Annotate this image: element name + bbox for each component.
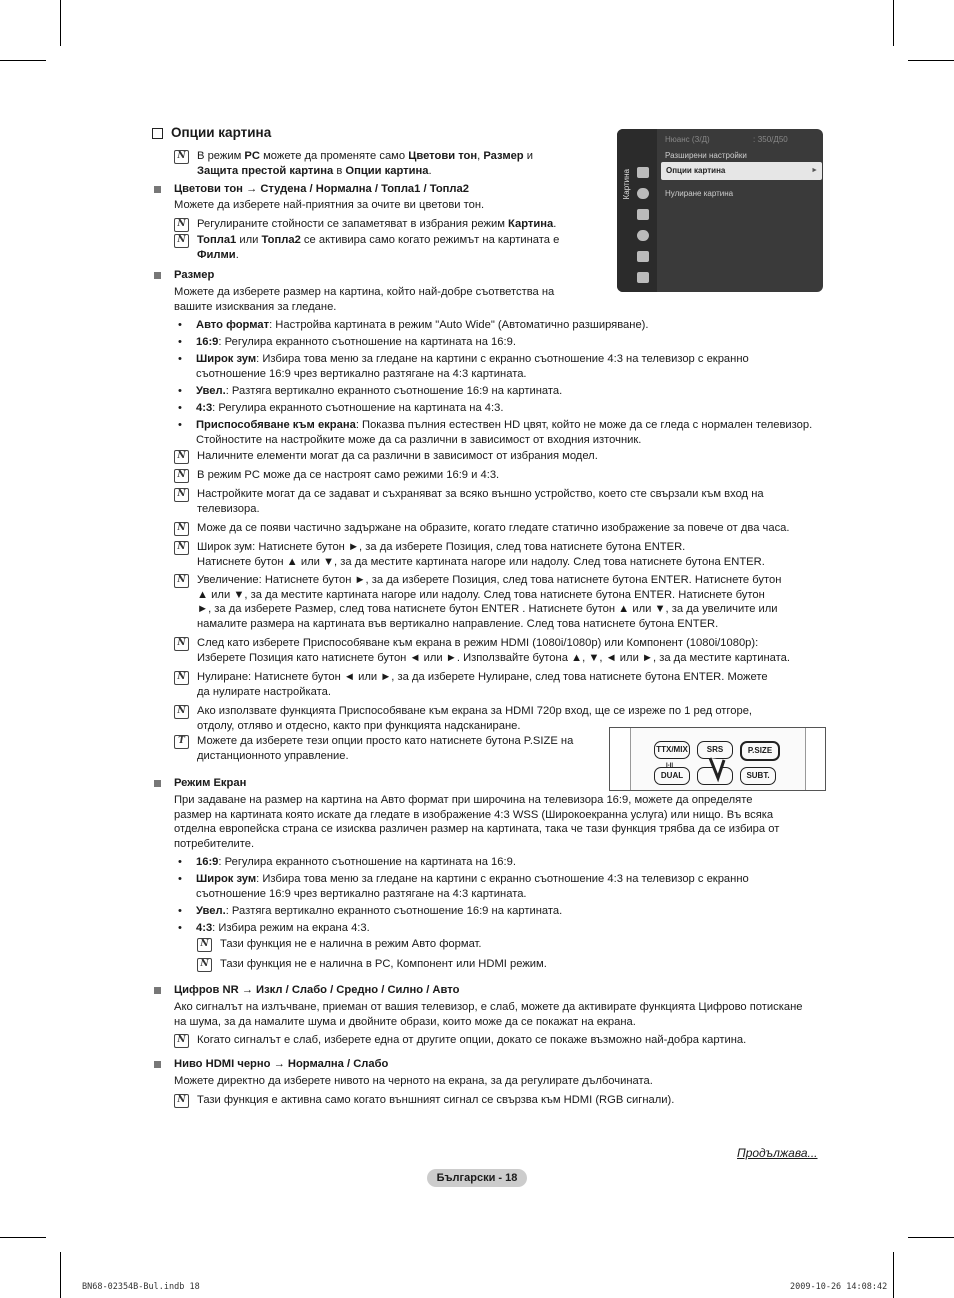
hdmi-black-note: N Тази функция е активна само когато външният сигнал се свързва към HDMI (RGB сигнали). xyxy=(174,1093,674,1108)
crop-mark xyxy=(60,1252,61,1298)
footer-timestamp: 2009-10-26 14:08:42 xyxy=(790,1282,888,1292)
crop-mark xyxy=(0,60,46,61)
menu-row-reset-picture[interactable]: Нулиране картина xyxy=(665,189,734,198)
application-icon xyxy=(637,272,649,283)
bullet-square xyxy=(154,272,161,279)
size-heading: Размер xyxy=(174,269,215,281)
hdmi-black-text: Можете директно да изберете нивото на черното на екрана, за да регулирате дълбочината. xyxy=(174,1075,653,1087)
note-icon: N xyxy=(174,150,189,164)
checkbox-icon xyxy=(152,128,163,139)
input-icon xyxy=(637,251,649,262)
size-note: N Настройките могат да се задават и съхраняват за всяко външно устройство, което сте свързали към вход на телевизора. xyxy=(174,487,764,516)
size-note: N Може да се появи частично задържане на образите, когато гледате статично изображение за повече от два часа. xyxy=(174,521,790,536)
srs-button[interactable]: SRS xyxy=(697,741,733,759)
menu-tab-label: Картина xyxy=(622,169,631,200)
i-ii-label: I-II xyxy=(666,763,673,769)
zoom-note: N Увеличение: Натиснете бутон ►, за да изберете Позиция, след това натиснете бутона ENTER. Натиснете бутон ▲ или ▼, за да местите картината нагоре или надолу. След това натиснете бутона ENTER. Натиснете бутон ►, за да изберете Размер, след това натиснете бутон ENTER . Натиснете бутон ▲ или ▼, за да увеличите или намалите размера на картината във вертикално направление. След това натиснете бутона ENTER. xyxy=(174,573,781,631)
wide-zoom-note: N Широк зум: Натиснете бутон ►, за да изберете Позиция, след това натиснете бутона ENTER. Натиснете бутон ▲ или ▼, за да местите картината нагоре или надолу. След това натиснете бутона ENTER. xyxy=(174,540,765,569)
arrow-right-icon: ► xyxy=(811,167,818,174)
intro-note xyxy=(174,149,584,178)
continues-link[interactable]: Продължава... xyxy=(737,1146,818,1160)
crop-mark xyxy=(893,0,894,46)
screen-mode-note: N Тази функция не е налична в режим Авто формат. xyxy=(197,937,482,952)
dual-button[interactable]: DUAL xyxy=(654,767,690,785)
digital-nr-note: N Когато сигналът е слаб, изберете една от другите опции, докато се покаже възможно най-добра картина. xyxy=(174,1033,746,1048)
channel-icon xyxy=(637,209,649,220)
digital-nr-text: Ако сигналът на излъчване, приеман от вашия телевизор, е слаб, можете да активирате функцията Цифрово потискане на шума, за да намалите шума и двойните образи, които може да се покажат на екрана. xyxy=(174,1001,803,1028)
color-tone-text: Можете да изберете най-приятния за очите ви цветови тон. xyxy=(174,199,485,211)
setup-gear-icon xyxy=(637,230,649,241)
remote-control-inset xyxy=(609,727,826,791)
menu-row-tint[interactable]: Нюанс (З/Д) : З50/Д50 xyxy=(665,135,788,144)
digital-nr-heading: Цифров NR → Изкл / Слабо / Средно / Силно / Авто xyxy=(174,984,460,996)
section-title: Опции картина xyxy=(171,125,272,140)
fit-screen-note: N След като изберете Приспособяване към екрана в режим HDMI (1080i/1080p) или Компонент (1080i/1080p): Изберете Позиция като натиснете бутон ◄ или ►. Използвайте бутона ▲, ▼, ◄ или ►, за да местите картината. xyxy=(174,636,790,665)
screen-mode-note: N Тази функция не е налична в PC, Компонент или HDMI режим. xyxy=(197,957,547,972)
hand-pointer-icon xyxy=(706,756,728,784)
intro-note-text: В режим PC можете да променяте само Цветови тон, Размер и Защита престой картина в Опции картина. xyxy=(197,150,534,177)
color-tone-heading: Цветови тон → Студена / Нормална / Топла1 / Топла2 xyxy=(174,183,469,195)
color-tone-note2: N Топла1 или Топла2 се активира само когато режимът на картината е Филми. xyxy=(174,233,584,262)
menu-row-picture-options: Опции картина xyxy=(666,166,726,175)
tv-osd-menu xyxy=(617,129,823,292)
screen-mode-heading: Режим Екран xyxy=(174,777,247,789)
ttx-mix-button[interactable]: TTX/MIX xyxy=(654,741,690,759)
hdmi720-note: N Ако използвате функцията Приспособяване към екрана за HDMI 720p вход, ще се изреже по 1 ред отгоре, отдолу, отляво и отдесно, както при функцията надсканиране. xyxy=(174,704,752,733)
note-icon: N xyxy=(174,218,189,232)
subt-button[interactable]: SUBT. xyxy=(740,767,776,785)
bullet-square xyxy=(154,186,161,193)
bullet-square xyxy=(154,780,161,787)
note-icon: N xyxy=(174,234,189,248)
color-tone-note1: N Регулираните стойности се запаметяват в избрания режим Картина. xyxy=(174,217,556,232)
crop-mark xyxy=(908,60,954,61)
menu-row-picture-options-highlight[interactable] xyxy=(661,162,822,180)
menu-row-advanced[interactable]: Разширени настройки xyxy=(665,151,747,160)
picture-icon xyxy=(637,167,649,178)
psize-note: T Можете да изберете тези опции просто като натиснете бутона P.SIZE на дистанционното управление. xyxy=(174,734,573,763)
page-number-badge: Български - 18 xyxy=(427,1169,527,1187)
size-text: вашите изисквания за гледане. xyxy=(174,301,337,313)
reset-note: N Нулиране: Натиснете бутон ◄ или ►, за да изберете Нулиране, след това натиснете бутона ENTER. Можете да нулирате настройката. xyxy=(174,670,768,699)
size-note: N В режим PC може да се настроят само режими 16:9 и 4:3. xyxy=(174,468,499,483)
hdmi-black-heading: Ниво HDMI черно → Нормална / Слабо xyxy=(174,1058,389,1070)
section-heading xyxy=(152,126,271,141)
bullet-square xyxy=(154,987,161,994)
footer-filename: BN68-02354B-Bul.indb 18 xyxy=(82,1282,200,1292)
size-note: N Наличните елементи могат да са различни в зависимост от избрания модел. xyxy=(174,449,598,464)
crop-mark xyxy=(908,1237,954,1238)
screen-mode-text: При задаване на размер на картина на Авто формат при широчина на телевизора 16:9, можете да определяте размер на картината която искате да гледате в изображение 4:3 WSS (Широкоекранна услуга) или нищо. Въ всяка отделна европейска страна се изисква различен размер на картината, така че тази функция трябва да се избира от потребителите. xyxy=(174,794,780,850)
psize-button[interactable]: P.SIZE xyxy=(740,741,780,761)
crop-mark xyxy=(60,0,61,46)
size-text: Можете да изберете размер на картина, който най-добре съответства на xyxy=(174,286,555,298)
crop-mark xyxy=(893,1252,894,1298)
sound-icon xyxy=(637,188,649,199)
remote-hint-icon: T xyxy=(174,735,189,749)
bullet-square xyxy=(154,1061,161,1068)
crop-mark xyxy=(0,1237,46,1238)
